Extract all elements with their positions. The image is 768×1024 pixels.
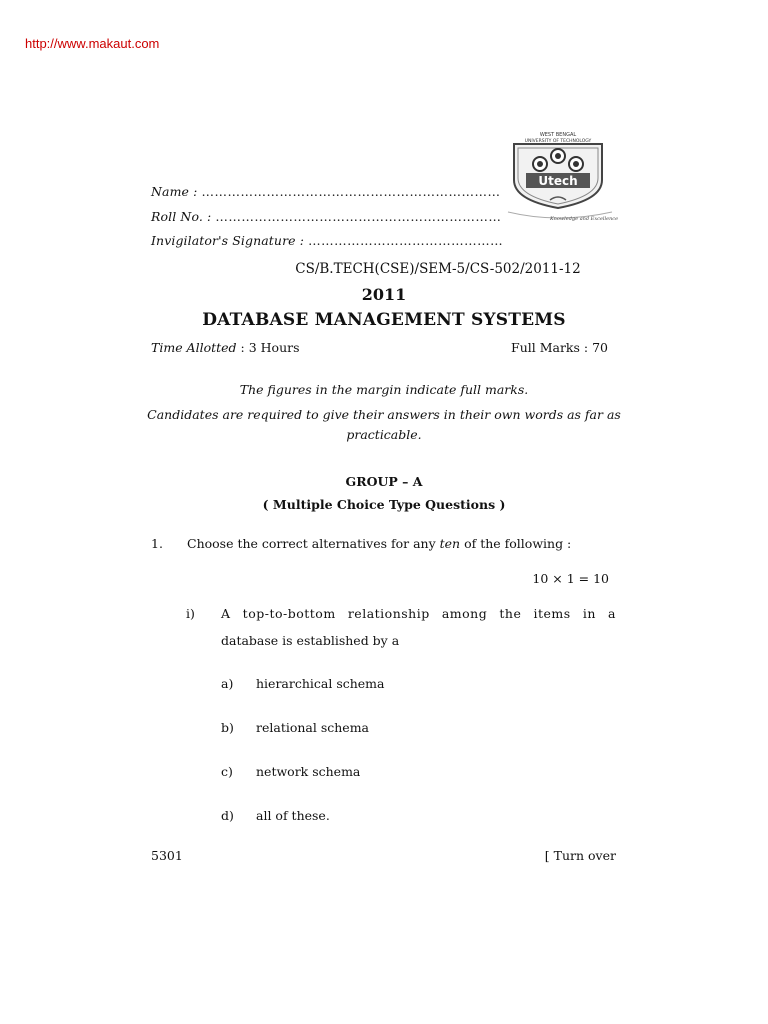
option-d-label: d) <box>221 808 234 823</box>
full-marks: Full Marks : 70 <box>511 340 608 355</box>
subquestion-line-1: A top-to-bottom relationship among the items in a <box>221 606 616 621</box>
option-c-label: c) <box>221 764 233 779</box>
invigilator-signature-label: Invigilator's Signature : <box>151 233 305 248</box>
question-number: 1. <box>151 536 163 551</box>
logo-name: Utech <box>538 174 578 188</box>
question-text-before: Choose the correct alternatives for any <box>187 536 440 551</box>
roll-no-field[interactable] <box>151 209 501 224</box>
subquestion-line-2: database is established by a <box>221 633 400 648</box>
roll-no-dots: ………………………………………………………… <box>215 209 502 224</box>
name-field[interactable] <box>151 184 501 199</box>
invigilator-signature-dots: ……………………………………… <box>308 233 504 248</box>
option-c-text: network schema <box>256 764 361 779</box>
question-text-emphasis: ten <box>439 536 461 551</box>
instruction-own-words: Candidates are required to give their answers in their own words as far as practicable. <box>147 407 621 442</box>
paper-code: CS/B.TECH(CSE)/SEM-5/CS-502/2011-12 <box>295 261 581 277</box>
instruction-margin-marks: The figures in the margin indicate full marks. <box>239 382 529 397</box>
page-code: 5301 <box>151 848 183 863</box>
invigilator-signature-field[interactable] <box>151 233 503 248</box>
option-a-label: a) <box>221 676 234 691</box>
turn-over-note: [ Turn over <box>544 848 616 863</box>
option-b-text: relational schema <box>256 720 370 735</box>
option-d-text: all of these. <box>256 808 330 823</box>
question-marks: 10 × 1 = 10 <box>532 571 609 586</box>
time-allotted <box>151 340 300 355</box>
university-crest-icon <box>500 128 618 232</box>
name-label: Name : <box>151 184 198 199</box>
roll-no-label: Roll No. : <box>151 209 212 224</box>
logo-top-text: WEST BENGAL <box>539 132 577 138</box>
group-title: GROUP – A <box>345 474 423 489</box>
option-a-text: hierarchical schema <box>256 676 385 691</box>
logo-arc-text: UNIVERSITY OF TECHNOLOGY <box>524 139 592 144</box>
subject-title: DATABASE MANAGEMENT SYSTEMS <box>202 310 566 330</box>
group-subtitle: ( Multiple Choice Type Questions ) <box>262 497 506 512</box>
logo-motto: Knowledge and Excellence <box>549 216 618 222</box>
name-dots: …………………………………………………………… <box>201 184 501 199</box>
subquestion-number: i) <box>186 606 195 621</box>
time-value: : 3 Hours <box>240 340 300 355</box>
question-text-after: of the following : <box>460 536 572 551</box>
exam-year: 2011 <box>361 285 407 304</box>
time-label: Time Allotted <box>151 340 237 355</box>
university-logo <box>500 128 618 232</box>
question-text <box>187 536 571 551</box>
source-url-link[interactable]: http://www.makaut.com <box>25 36 160 51</box>
option-b-label: b) <box>221 720 234 735</box>
